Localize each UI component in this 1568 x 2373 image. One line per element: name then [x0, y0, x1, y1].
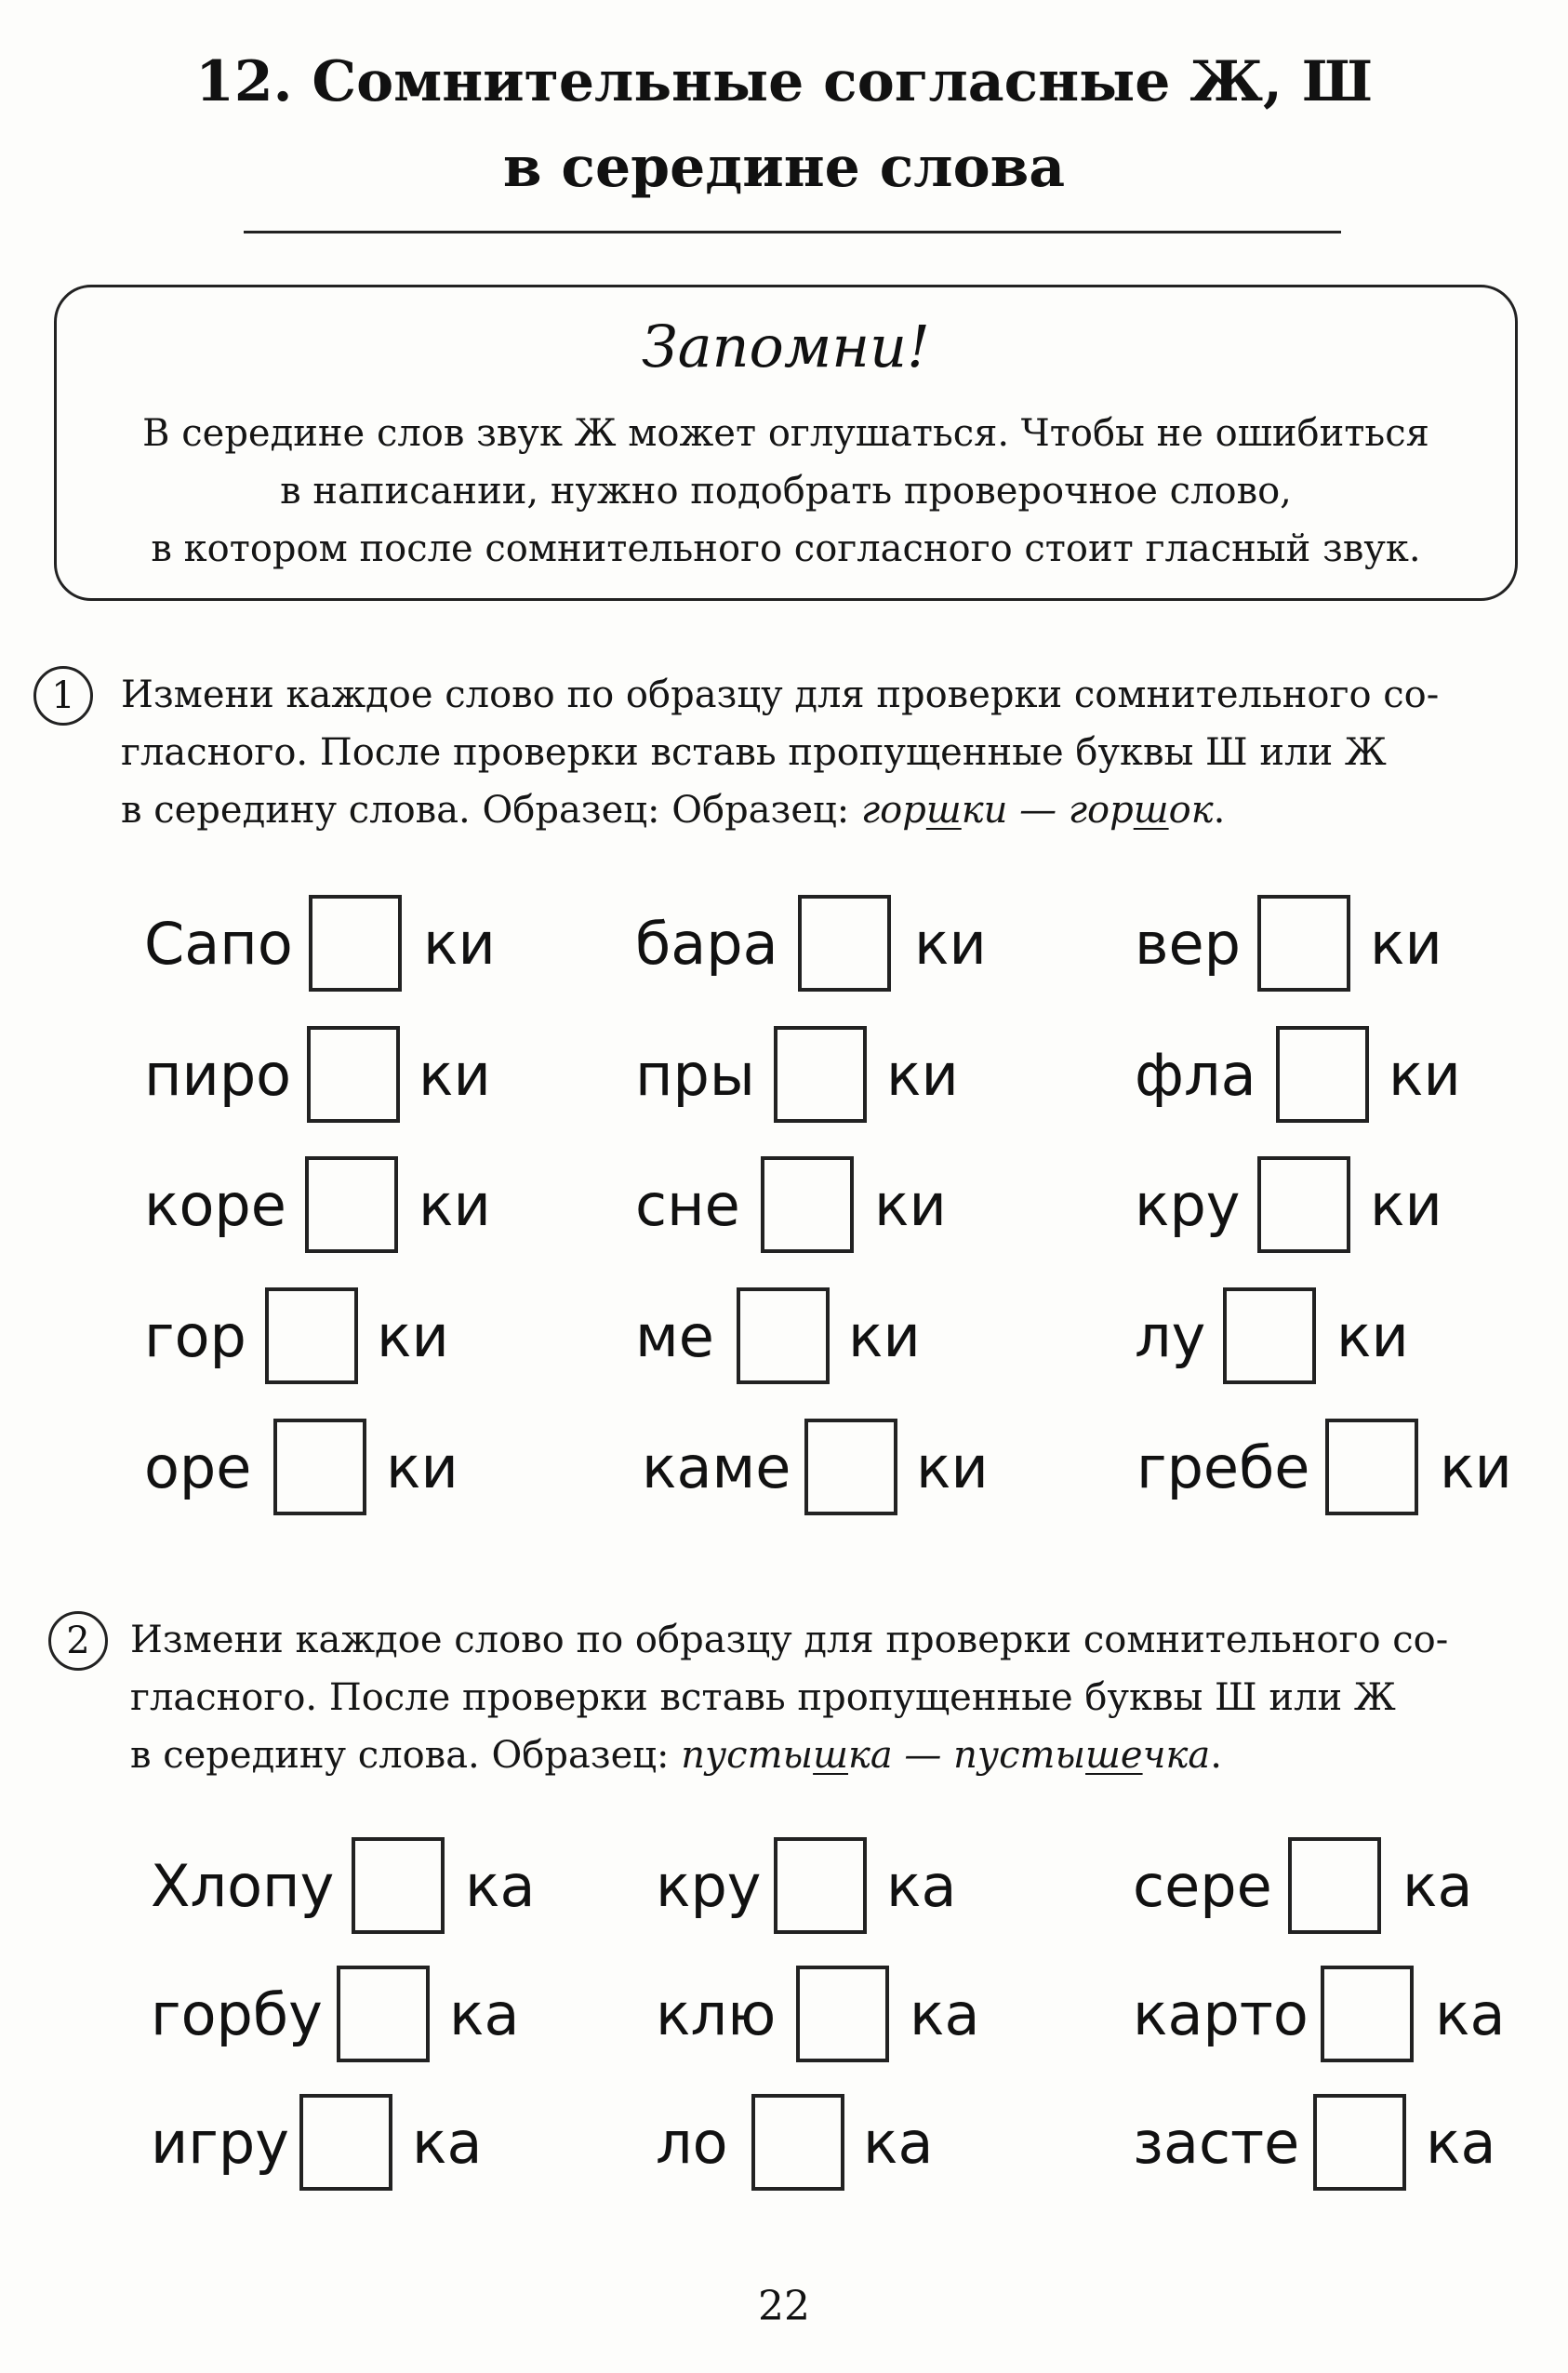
word-stem: ло [656, 2109, 728, 2177]
letter-box[interactable] [1288, 1837, 1381, 1934]
example-1-period: . [1213, 789, 1226, 832]
word-stem: кру [1135, 1171, 1241, 1239]
letter-box[interactable] [309, 895, 402, 992]
task-1-line-2: гласного. После проверки вставь пропущенные буквы Ш или Ж [121, 731, 1387, 774]
letter-box[interactable] [305, 1156, 398, 1253]
word-suffix: ки [419, 1171, 491, 1239]
word-suffix: ка [465, 1852, 536, 1920]
word-stem: Сапо [144, 910, 293, 978]
word-stem: сере [1133, 1852, 1272, 1920]
word-suffix: ка [910, 1980, 980, 2048]
word-suffix: ки [1389, 1041, 1461, 1109]
word-stem: клю [656, 1980, 777, 2048]
example-2-dash: — [892, 1734, 954, 1777]
word-suffix: ки [874, 1171, 947, 1239]
example-2-word-2-start: пусты [953, 1734, 1086, 1777]
word-stem: ме [635, 1302, 714, 1370]
memo-line-1: В середине слов звук Ж может оглушаться. Чтобы не ошибиться [142, 412, 1429, 455]
word-stem: кру [656, 1852, 762, 1920]
page-title [0, 39, 1568, 210]
title-underline [244, 231, 1341, 233]
letter-box[interactable] [774, 1026, 867, 1123]
word-stem: засте [1133, 2109, 1300, 2177]
letter-box[interactable] [307, 1026, 400, 1123]
task-2-instructions [130, 1611, 1448, 1784]
word-stem: лу [1135, 1302, 1206, 1370]
example-2-word-2-end: чка [1142, 1734, 1211, 1777]
word-stem: карто [1133, 1980, 1309, 2048]
word-suffix: ка [412, 2109, 483, 2177]
memo-line-2: в написании, нужно подобрать проверочное слово, [280, 470, 1292, 513]
memo-line-3: в котором после сомнительного согласного стоит гласный звук. [151, 527, 1421, 570]
example-1-dash: — [1007, 789, 1069, 832]
letter-box[interactable] [273, 1419, 366, 1515]
letter-box[interactable] [1325, 1419, 1418, 1515]
word-suffix: ки [916, 1433, 989, 1501]
word-suffix: ки [419, 1041, 491, 1109]
letter-box[interactable] [265, 1287, 358, 1384]
letter-box[interactable] [1223, 1287, 1316, 1384]
example-1-word-1-end: ки [961, 789, 1008, 832]
word-suffix: ка [1435, 1980, 1506, 2048]
letter-box[interactable] [774, 1837, 867, 1934]
word-stem: пры [635, 1041, 755, 1109]
letter-box[interactable] [337, 1966, 430, 2062]
example-2-word-2-letters: ше [1085, 1734, 1143, 1777]
letter-box[interactable] [751, 2094, 844, 2191]
word-suffix: ки [1370, 1171, 1442, 1239]
example-1-word-2-letter: ш [1133, 789, 1169, 832]
word-suffix: ки [848, 1302, 921, 1370]
example-2-word-1-end: ка [847, 1734, 893, 1777]
memo-heading: Запомни! [642, 313, 930, 380]
title-line-1: 12. Сомнительные согласные Ж, Ш [195, 49, 1373, 114]
word-suffix: ка [449, 1980, 520, 2048]
word-suffix: ки [386, 1433, 458, 1501]
example-1-word-2-start: гор [1068, 789, 1134, 832]
word-stem: оре [144, 1433, 252, 1501]
word-suffix: ки [1370, 910, 1442, 978]
task-1-line-1: Измени каждое слово по образцу для проверки сомнительного со- [121, 673, 1440, 716]
example-1-word-2-end: ок [1168, 789, 1214, 832]
example-2-period: . [1210, 1734, 1222, 1777]
word-stem: гор [144, 1302, 246, 1370]
page-number: 22 [758, 2283, 810, 2330]
memo-text [57, 405, 1515, 578]
word-stem: сне [635, 1171, 740, 1239]
task-2-line-3-prefix: в середину слова. Образец: [130, 1734, 682, 1777]
task-1-instructions [121, 666, 1439, 839]
word-stem: бара [635, 910, 778, 978]
title-line-2: в середине слова [502, 135, 1066, 200]
word-suffix: ки [377, 1302, 449, 1370]
task-1-number: 1 [33, 666, 93, 726]
task-2-line-2: гласного. После проверки вставь пропущенные буквы Ш или Ж [130, 1676, 1396, 1719]
letter-box[interactable] [804, 1419, 897, 1515]
task-2-line-3 [130, 1726, 1448, 1784]
letter-box[interactable] [1276, 1026, 1369, 1123]
task-2-number: 2 [48, 1611, 108, 1671]
example-2-word-1-start: пусты [681, 1734, 814, 1777]
word-stem: вер [1135, 910, 1242, 978]
letter-box[interactable] [352, 1837, 445, 1934]
word-stem: Хлопу [151, 1852, 335, 1920]
example-1-word-1-letter: ш [925, 789, 962, 832]
letter-box[interactable] [1321, 1966, 1414, 2062]
letter-box[interactable] [798, 895, 891, 992]
task-2-line-1: Измени каждое слово по образцу для проверки сомнительного со- [130, 1619, 1449, 1661]
example-2-word-1-letter: ш [813, 1734, 848, 1777]
letter-box[interactable] [299, 2094, 392, 2191]
word-stem: коре [144, 1171, 286, 1239]
word-stem: игру [151, 2109, 289, 2177]
word-suffix: ки [1440, 1433, 1512, 1501]
task-1-line-3 [121, 781, 1439, 839]
word-suffix: ка [1426, 2109, 1496, 2177]
word-suffix: ки [914, 910, 987, 978]
example-1-word-1-start: гор [860, 789, 926, 832]
letter-box[interactable] [796, 1966, 889, 2062]
task-1-example [861, 789, 1214, 832]
letter-box[interactable] [1257, 895, 1350, 992]
task-2-example [681, 1734, 1210, 1777]
word-stem: каме [642, 1433, 791, 1501]
word-suffix: ки [1336, 1302, 1409, 1370]
letter-box[interactable] [1257, 1156, 1350, 1253]
word-suffix: ки [886, 1041, 959, 1109]
letter-box[interactable] [737, 1287, 830, 1384]
word-suffix: ка [1402, 1852, 1473, 1920]
word-suffix: ки [423, 910, 496, 978]
word-stem: пиро [144, 1041, 292, 1109]
task-1-line-3-prefix: в середину слова. Образец: Образец: [121, 789, 861, 832]
letter-box[interactable] [1313, 2094, 1406, 2191]
word-stem: гребе [1136, 1433, 1310, 1501]
word-suffix: ка [863, 2109, 934, 2177]
letter-box[interactable] [761, 1156, 854, 1253]
word-suffix: ка [886, 1852, 957, 1920]
word-stem: горбу [151, 1980, 323, 2048]
memo-box [54, 285, 1518, 601]
word-stem: фла [1135, 1041, 1256, 1109]
